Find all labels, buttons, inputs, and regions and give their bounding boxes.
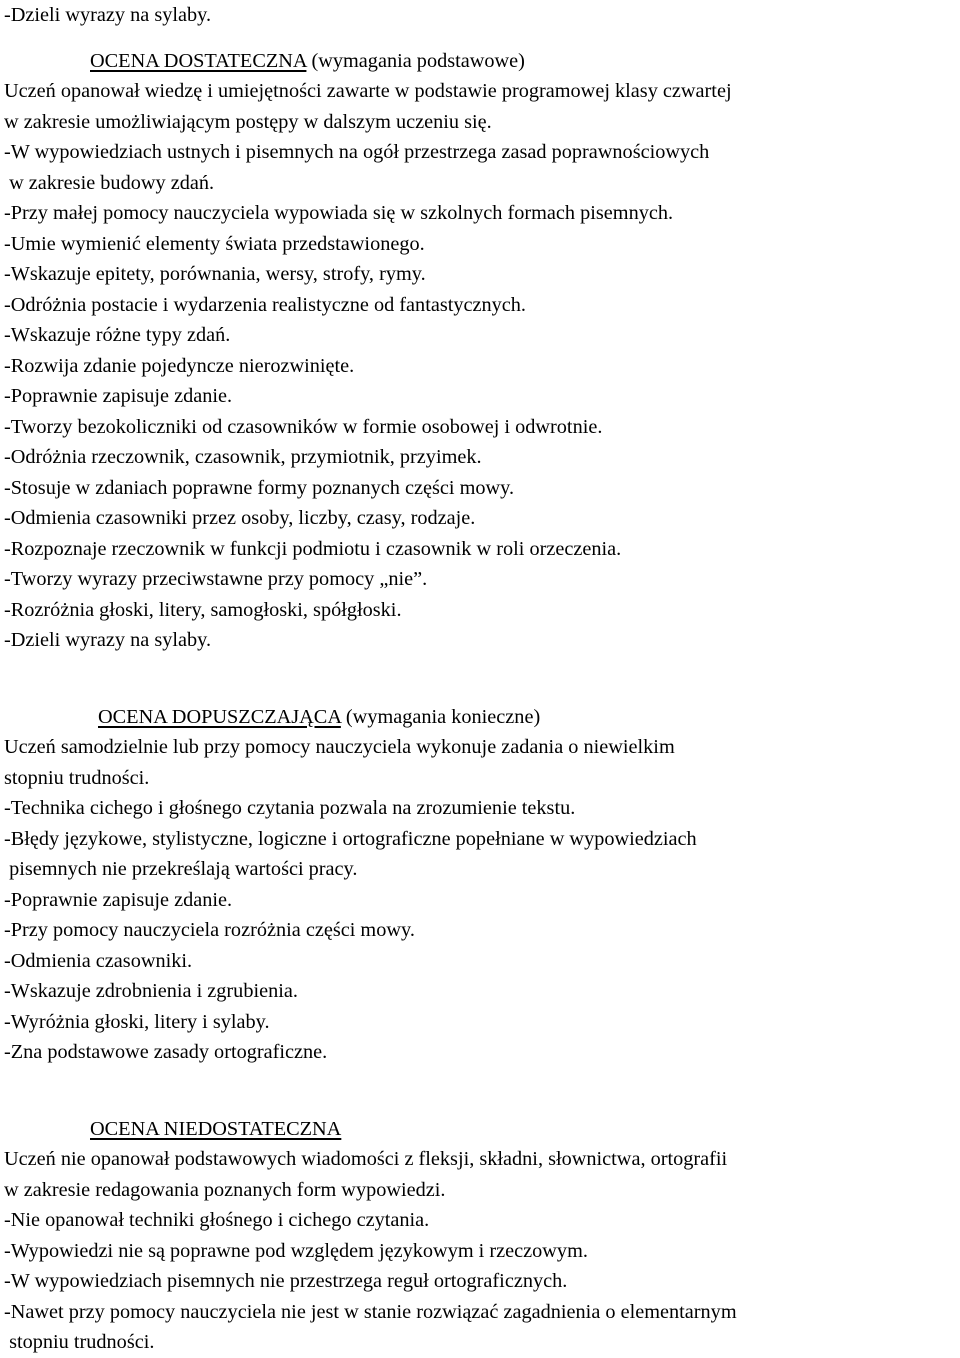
list-item: -Błędy językowe, stylistyczne, logiczne i ortograficzne popełniane w wypowiedziach bbox=[4, 827, 697, 850]
list-item: pisemnych nie przekreślają wartości pracy. bbox=[4, 858, 358, 880]
list-item: -W wypowiedziach ustnych i pisemnych na ogół przestrzega zasad poprawnościowych bbox=[4, 141, 710, 163]
list-item: -Dzieli wyrazy na sylaby. bbox=[4, 629, 212, 651]
list-item: -Przy pomocy nauczyciela rozróżnia części mowy. bbox=[4, 919, 415, 941]
list-item: -Odmienia czasowniki przez osoby, liczby, czasy, rodzaje. bbox=[4, 507, 476, 529]
list-item: w zakresie budowy zdań. bbox=[4, 171, 215, 194]
section-heading bbox=[4, 702, 956, 733]
list-item: -Nawet przy pomocy nauczyciela nie jest w stanie rozwiązać zagadnienia o elementarnym bbox=[4, 1300, 737, 1323]
section-dostateczna bbox=[4, 46, 956, 656]
intro-line: w zakresie redagowania poznanych form wypowiedzi. bbox=[4, 1178, 446, 1201]
list-item: -Nie opanował techniki głośnego i cichego czytania. bbox=[4, 1209, 430, 1231]
section-subtitle: (wymagania podstawowe) bbox=[306, 49, 525, 72]
top-line: -Dzieli wyrazy na sylaby. bbox=[4, 4, 212, 26]
list-item: -Technika cichego i głośnego czytania pozwala na zrozumienie tekstu. bbox=[4, 797, 576, 819]
document-page bbox=[4, 0, 956, 1358]
list-item: -Zna podstawowe zasady ortograficzne. bbox=[4, 1041, 328, 1063]
section-heading bbox=[4, 46, 956, 77]
list-item: -Umie wymienić elementy świata przedstawionego. bbox=[4, 232, 425, 255]
list-item: -Stosuje w zdaniach poprawne formy poznanych części mowy. bbox=[4, 476, 515, 499]
section-title: OCENA DOPUSZCZAJĄCA bbox=[98, 705, 341, 728]
list-item: -Rozpoznaje rzeczownik w funkcji podmiotu i czasownik w roli orzeczenia. bbox=[4, 537, 622, 560]
list-item: -Rozróżnia głoski, litery, samogłoski, spółgłoski. bbox=[4, 598, 402, 621]
intro-line: Uczeń nie opanował podstawowych wiadomości z fleksji, składni, słownictwa, ortografii bbox=[4, 1148, 728, 1170]
list-item: -Tworzy bezokoliczniki od czasowników w formie osobowej i odwrotnie. bbox=[4, 415, 603, 438]
intro-line: w zakresie umożliwiającym postępy w dalszym uczeniu się. bbox=[4, 110, 492, 133]
list-item: -Odmienia czasowniki. bbox=[4, 949, 193, 972]
list-item: stopniu trudności. bbox=[4, 1331, 155, 1353]
list-item: -Wskazuje zdrobnienia i zgrubienia. bbox=[4, 980, 298, 1002]
section-subtitle: (wymagania konieczne) bbox=[340, 705, 541, 728]
list-item: -Tworzy wyrazy przeciwstawne przy pomocy „nie”. bbox=[4, 568, 428, 590]
list-item: -Poprawnie zapisuje zdanie. bbox=[4, 888, 233, 911]
list-item: -Wskazuje epitety, porównania, wersy, strofy, rymy. bbox=[4, 263, 426, 285]
section-heading bbox=[4, 1114, 956, 1145]
list-item: -Odróżnia rzeczownik, czasownik, przymiotnik, przyimek. bbox=[4, 446, 482, 468]
intro-line: Uczeń samodzielnie lub przy pomocy nauczyciela wykonuje zadania o niewielkim bbox=[4, 736, 675, 758]
section-dopuszczajaca bbox=[4, 702, 956, 1068]
list-item: -Poprawnie zapisuje zdanie. bbox=[4, 385, 233, 407]
list-item: -Przy małej pomocy nauczyciela wypowiada się w szkolnych formach pisemnych. bbox=[4, 202, 674, 224]
list-item: -Rozwija zdanie pojedyncze nierozwinięte. bbox=[4, 354, 355, 377]
intro-line: Uczeń opanował wiedzę i umiejętności zawarte w podstawie programowej klasy czwartej bbox=[4, 80, 732, 102]
intro-line: stopniu trudności. bbox=[4, 766, 150, 789]
list-item: -Wskazuje różne typy zdań. bbox=[4, 324, 231, 346]
list-item: -Wyróżnia głoski, litery i sylaby. bbox=[4, 1010, 270, 1033]
section-title: OCENA DOSTATECZNA bbox=[90, 49, 307, 72]
list-item: -W wypowiedziach pisemnych nie przestrzega reguł ortograficznych. bbox=[4, 1270, 568, 1292]
list-item: -Odróżnia postacie i wydarzenia realistyczne od fantastycznych. bbox=[4, 293, 527, 316]
section-title: OCENA NIEDOSTATECZNA bbox=[90, 1117, 342, 1140]
list-item: -Wypowiedzi nie są poprawne pod względem językowym i rzeczowym. bbox=[4, 1239, 588, 1262]
section-niedostateczna bbox=[4, 1114, 956, 1358]
